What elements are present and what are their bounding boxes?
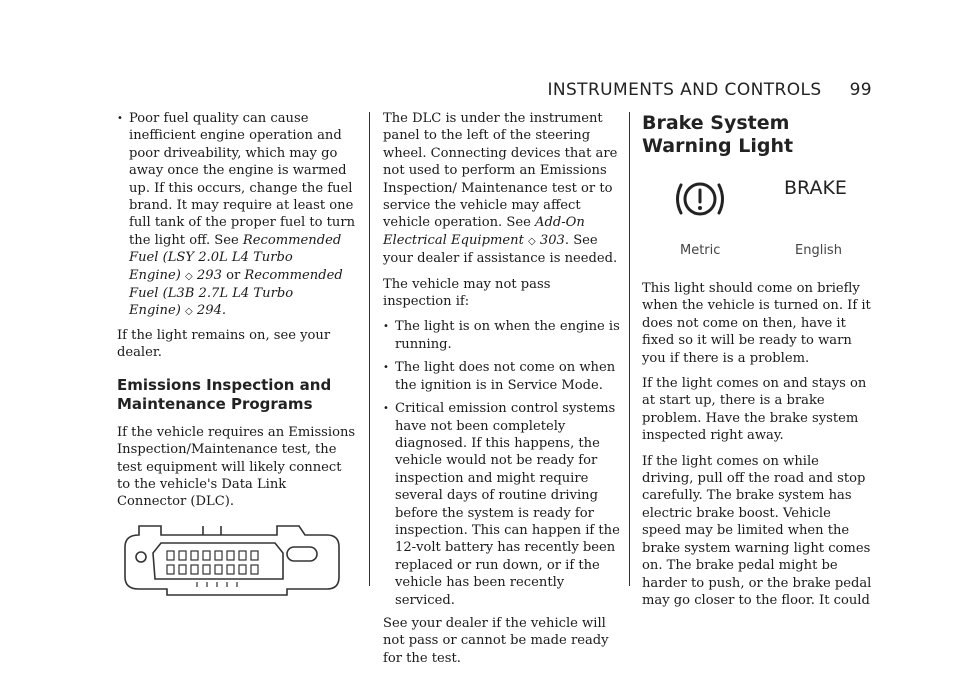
bullet-text: Poor fuel quality can cause inefficient engine operation and poor driveability, which may go away once the engine is warmed up. If this occurs, change the fuel brand. It may require at least one full tank of the proper fuel to turn the light off. See (129, 111, 356, 248)
page-header (547, 80, 872, 100)
page-reference-icon: ◇ (185, 270, 193, 282)
section-heading: Emissions Inspection and Maintenance Programs (117, 375, 332, 413)
list-item: • Poor fuel quality can cause inefficient engine operation and poor driveability, which may go away once the engine is warmed up. If this occurs, change the fuel brand. It may require at least one full tank of the proper fuel to turn the light off. See Recommended Fuel (LSY 2.0L L4 Turbo Engine) ◇ 293 or Recommended Fuel (L3B 2.7L L4 Turbo Engine) ◇ 294. (117, 111, 356, 319)
column-2 (383, 110, 621, 675)
page-reference-number[interactable]: 293 (196, 267, 222, 283)
paragraph: If the light comes on and stays on at start up, there is a brake problem. Have the brake system inspected right away. (642, 376, 867, 444)
bullet-glyph: • (383, 362, 389, 374)
inspection-bullet-list (383, 318, 621, 609)
paragraph: This light should come on briefly when the vehicle is turned on. If it does not come on then, have it fixed so it will be ready to warn you if there is a problem. (642, 281, 871, 366)
list-item: • The light does not come on when the ignition is in Service Mode. (383, 360, 616, 393)
bullet-glyph: • (383, 321, 389, 333)
brake-warning-icon (672, 174, 728, 224)
column-divider-1 (369, 112, 370, 586)
column-1 (117, 110, 357, 630)
page-reference-number[interactable]: 303 (539, 232, 565, 248)
page-reference-number[interactable]: 294 (196, 303, 222, 319)
conjunction-text: or (221, 267, 245, 283)
fuel-bullet-list (117, 110, 357, 321)
paragraph: If the light remains on, see your dealer. (117, 327, 331, 361)
brake-warning-symbols (642, 172, 872, 262)
cross-reference-link[interactable]: Recommended Fuel (LSY 2.0L L4 Turbo Engine) (129, 232, 342, 283)
page-reference-icon: ◇ (185, 306, 193, 318)
page-reference-icon: ◇ (528, 235, 536, 247)
list-item: • Critical emission control systems have not been completely diagnosed. If this happens, the vehicle would not be ready for inspection and might require several days of routine driving before the system is ready for inspection. This can happen if the 12-volt battery has recently been replaced or run down, or if the vehicle has been recently serviced. (383, 401, 620, 608)
paragraph: If the vehicle requires an Emissions Inspection/Maintenance test, the test equipment will likely connect to the vehicle's Data Link Connector (DLC). (117, 424, 356, 510)
cross-reference-link[interactable]: Recommended Fuel (L3B 2.7L L4 Turbo Engine) (129, 267, 343, 319)
paragraph: The DLC is under the instrument panel to the left of the steering wheel. Connecting devices that are not used to perform an Emissions Inspection/ Maintenance test or to service the vehicle may affect vehicle operation. See Add-On Electrical Equipment ◇ 303. See your dealer if assistance is needed. (383, 111, 618, 267)
caption-english: English (795, 243, 842, 258)
paragraph: The vehicle may not pass inspection if: (383, 276, 551, 310)
bullet-glyph: • (383, 403, 389, 415)
paragraph: See your dealer if the vehicle will not pass or cannot be made ready for the test. (383, 615, 609, 666)
section-title: INSTRUMENTS AND CONTROLS (547, 80, 822, 100)
column-divider-2 (629, 112, 630, 586)
caption-metric: Metric (680, 243, 721, 258)
section-heading: Brake System Warning Light (642, 112, 794, 157)
bullet-glyph: • (117, 113, 123, 124)
cross-reference-link[interactable]: Add-On Electrical Equipment (383, 215, 585, 248)
dlc-connector-illustration (117, 523, 357, 618)
page-number: 99 (849, 80, 872, 100)
list-item: • The light is on when the engine is running. (383, 319, 620, 352)
brake-text-indicator: BRAKE (784, 177, 847, 199)
dlc-connector-icon (117, 523, 357, 613)
paragraph: If the light comes on while driving, pull off the road and stop carefully. The brake system has electric brake boost. Vehicle speed may be limited when the brake system warning light comes on. The brake pedal might be harder to push, or the brake pedal may go closer to the floor. It could (642, 453, 872, 608)
column-3 (642, 110, 872, 617)
